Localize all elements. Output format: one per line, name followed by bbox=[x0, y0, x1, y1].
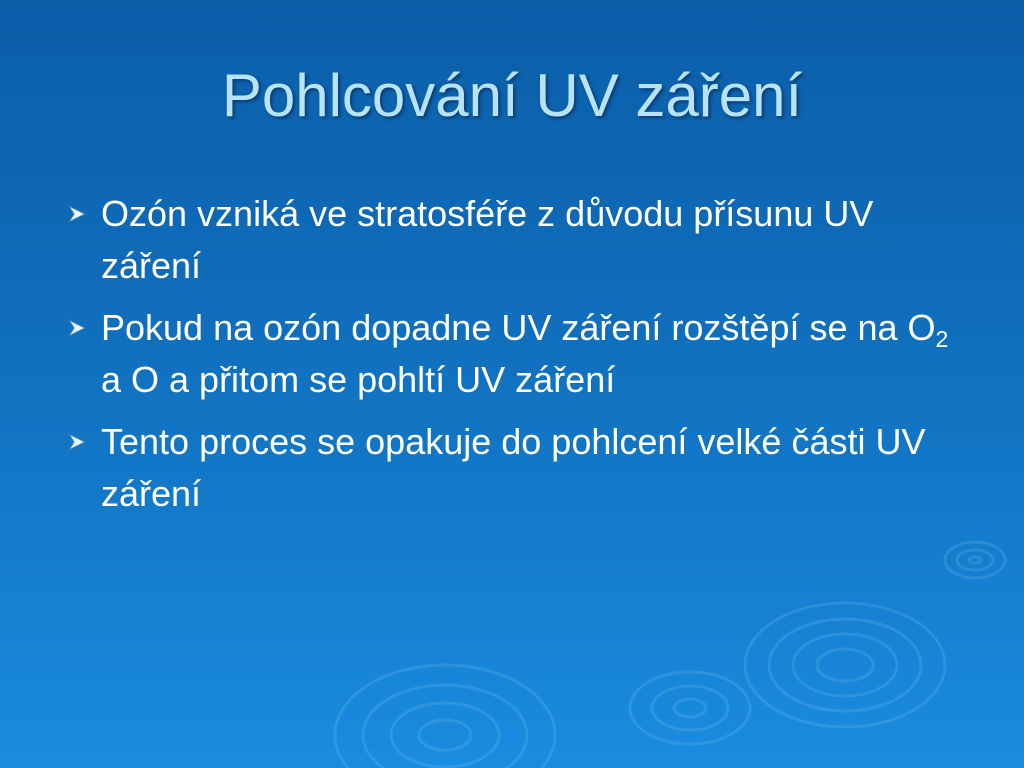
arrow-bullet-icon bbox=[66, 317, 88, 339]
subscript: 2 bbox=[935, 326, 949, 352]
arrow-bullet-icon bbox=[66, 431, 88, 453]
bullet-text: Pokud na ozón dopadne UV záření rozštěpí se na O bbox=[101, 307, 936, 348]
bullet-item bbox=[60, 416, 960, 520]
slide-title: Pohlcování UV záření bbox=[221, 62, 803, 129]
bullet-text: a O a přitom se pohltí UV záření bbox=[101, 359, 616, 400]
bullet-item bbox=[60, 188, 960, 292]
bullet-text: Tento proces se opakuje do pohlcení velké části UV záření bbox=[101, 421, 926, 514]
bullet-item bbox=[60, 302, 960, 406]
arrow-bullet-icon bbox=[66, 203, 88, 225]
bullet-list bbox=[60, 188, 960, 530]
bullet-text: Ozón vzniká ve stratosféře z důvodu přísunu UV záření bbox=[101, 193, 874, 286]
